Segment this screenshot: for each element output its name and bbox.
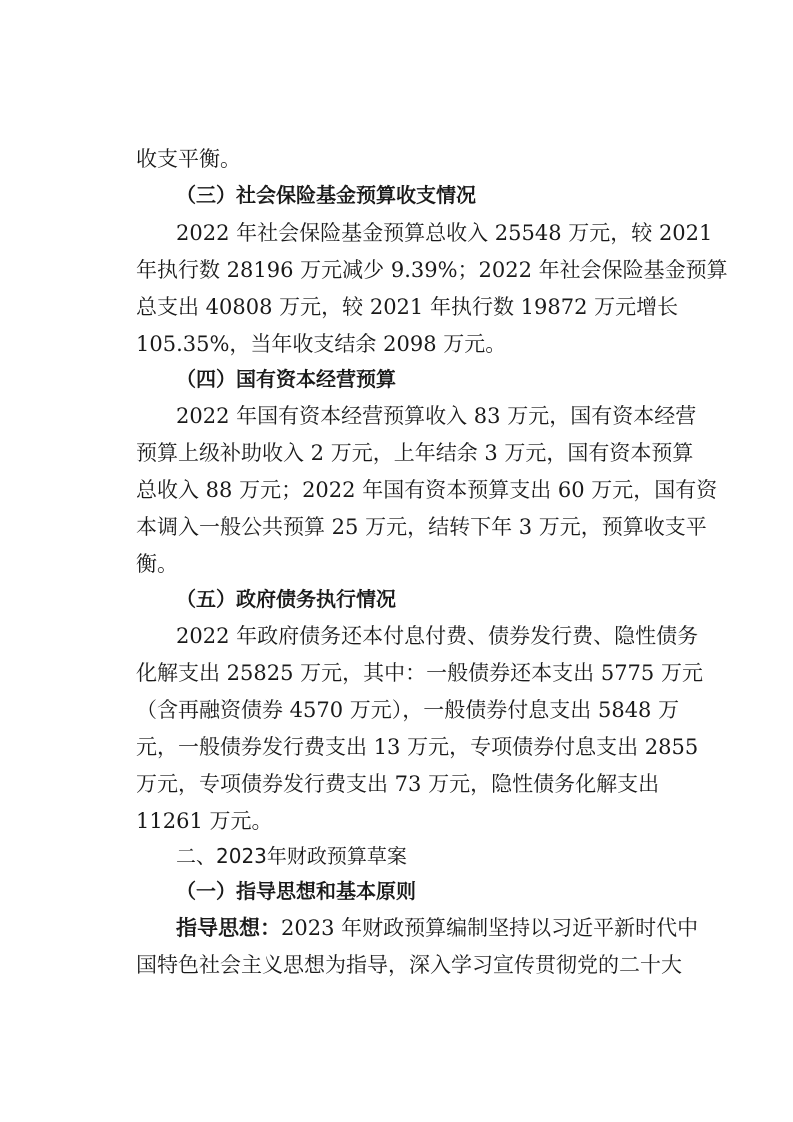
section-heading-5: （五）政府债务执行情况 xyxy=(176,587,396,611)
section-heading-3: （三）社会保险基金预算收支情况 xyxy=(176,183,476,207)
text-line: 11261 万元。 xyxy=(136,809,273,833)
guiding-thought-label: 指导思想： xyxy=(176,916,281,940)
text-line: 105.35%，当年收支结余 2098 万元。 xyxy=(136,332,507,356)
text-line: 收支平衡。 xyxy=(136,147,241,171)
text-line: 万元，专项债券发行费支出 73 万元，隐性债务化解支出 xyxy=(136,772,660,796)
text-line: 2022 年政府债务还本付息付费、债券发行费、隐性债务 xyxy=(176,624,699,648)
text-line: 本调入一般公共预算 25 万元，结转下年 3 万元，预算收支平 xyxy=(136,515,707,539)
text-line: 2023 年财政预算编制坚持以习近平新时代中 xyxy=(281,916,699,940)
guiding-thought-line xyxy=(176,913,699,943)
section-heading-4: （四）国有资本经营预算 xyxy=(176,367,396,391)
text-line: 预算上级补助收入 2 万元，上年结余 3 万元，国有资本预算 xyxy=(136,441,694,465)
text-line: 2022 年国有资本经营预算收入 83 万元，国有资本经营 xyxy=(176,404,697,428)
text-line: 总收入 88 万元；2022 年国有资本预算支出 60 万元，国有资 xyxy=(136,478,718,502)
text-line: 国特色社会主义思想为指导，深入学习宣传贯彻党的二十大 xyxy=(136,953,682,977)
text-line: 2022 年社会保险基金预算总收入 25548 万元，较 2021 xyxy=(176,221,713,245)
text-line: 元，一般债券发行费支出 13 万元，专项债券付息支出 2855 xyxy=(136,735,699,759)
text-line: 年执行数 28196 万元减少 9.39%；2022 年社会保险基金预算 xyxy=(136,258,728,282)
text-line: 化解支出 25825 万元，其中：一般债券还本支出 5775 万元 xyxy=(136,661,703,685)
text-line: 衡。 xyxy=(136,552,178,576)
section-heading-1: （一）指导思想和基本原则 xyxy=(176,879,416,903)
text-line: （含再融资债券 4570 万元），一般债券付息支出 5848 万 xyxy=(136,698,680,722)
part-heading-2: 二、2023年财政预算草案 xyxy=(176,844,407,868)
text-line: 总支出 40808 万元，较 2021 年执行数 19872 万元增长 xyxy=(136,295,679,319)
